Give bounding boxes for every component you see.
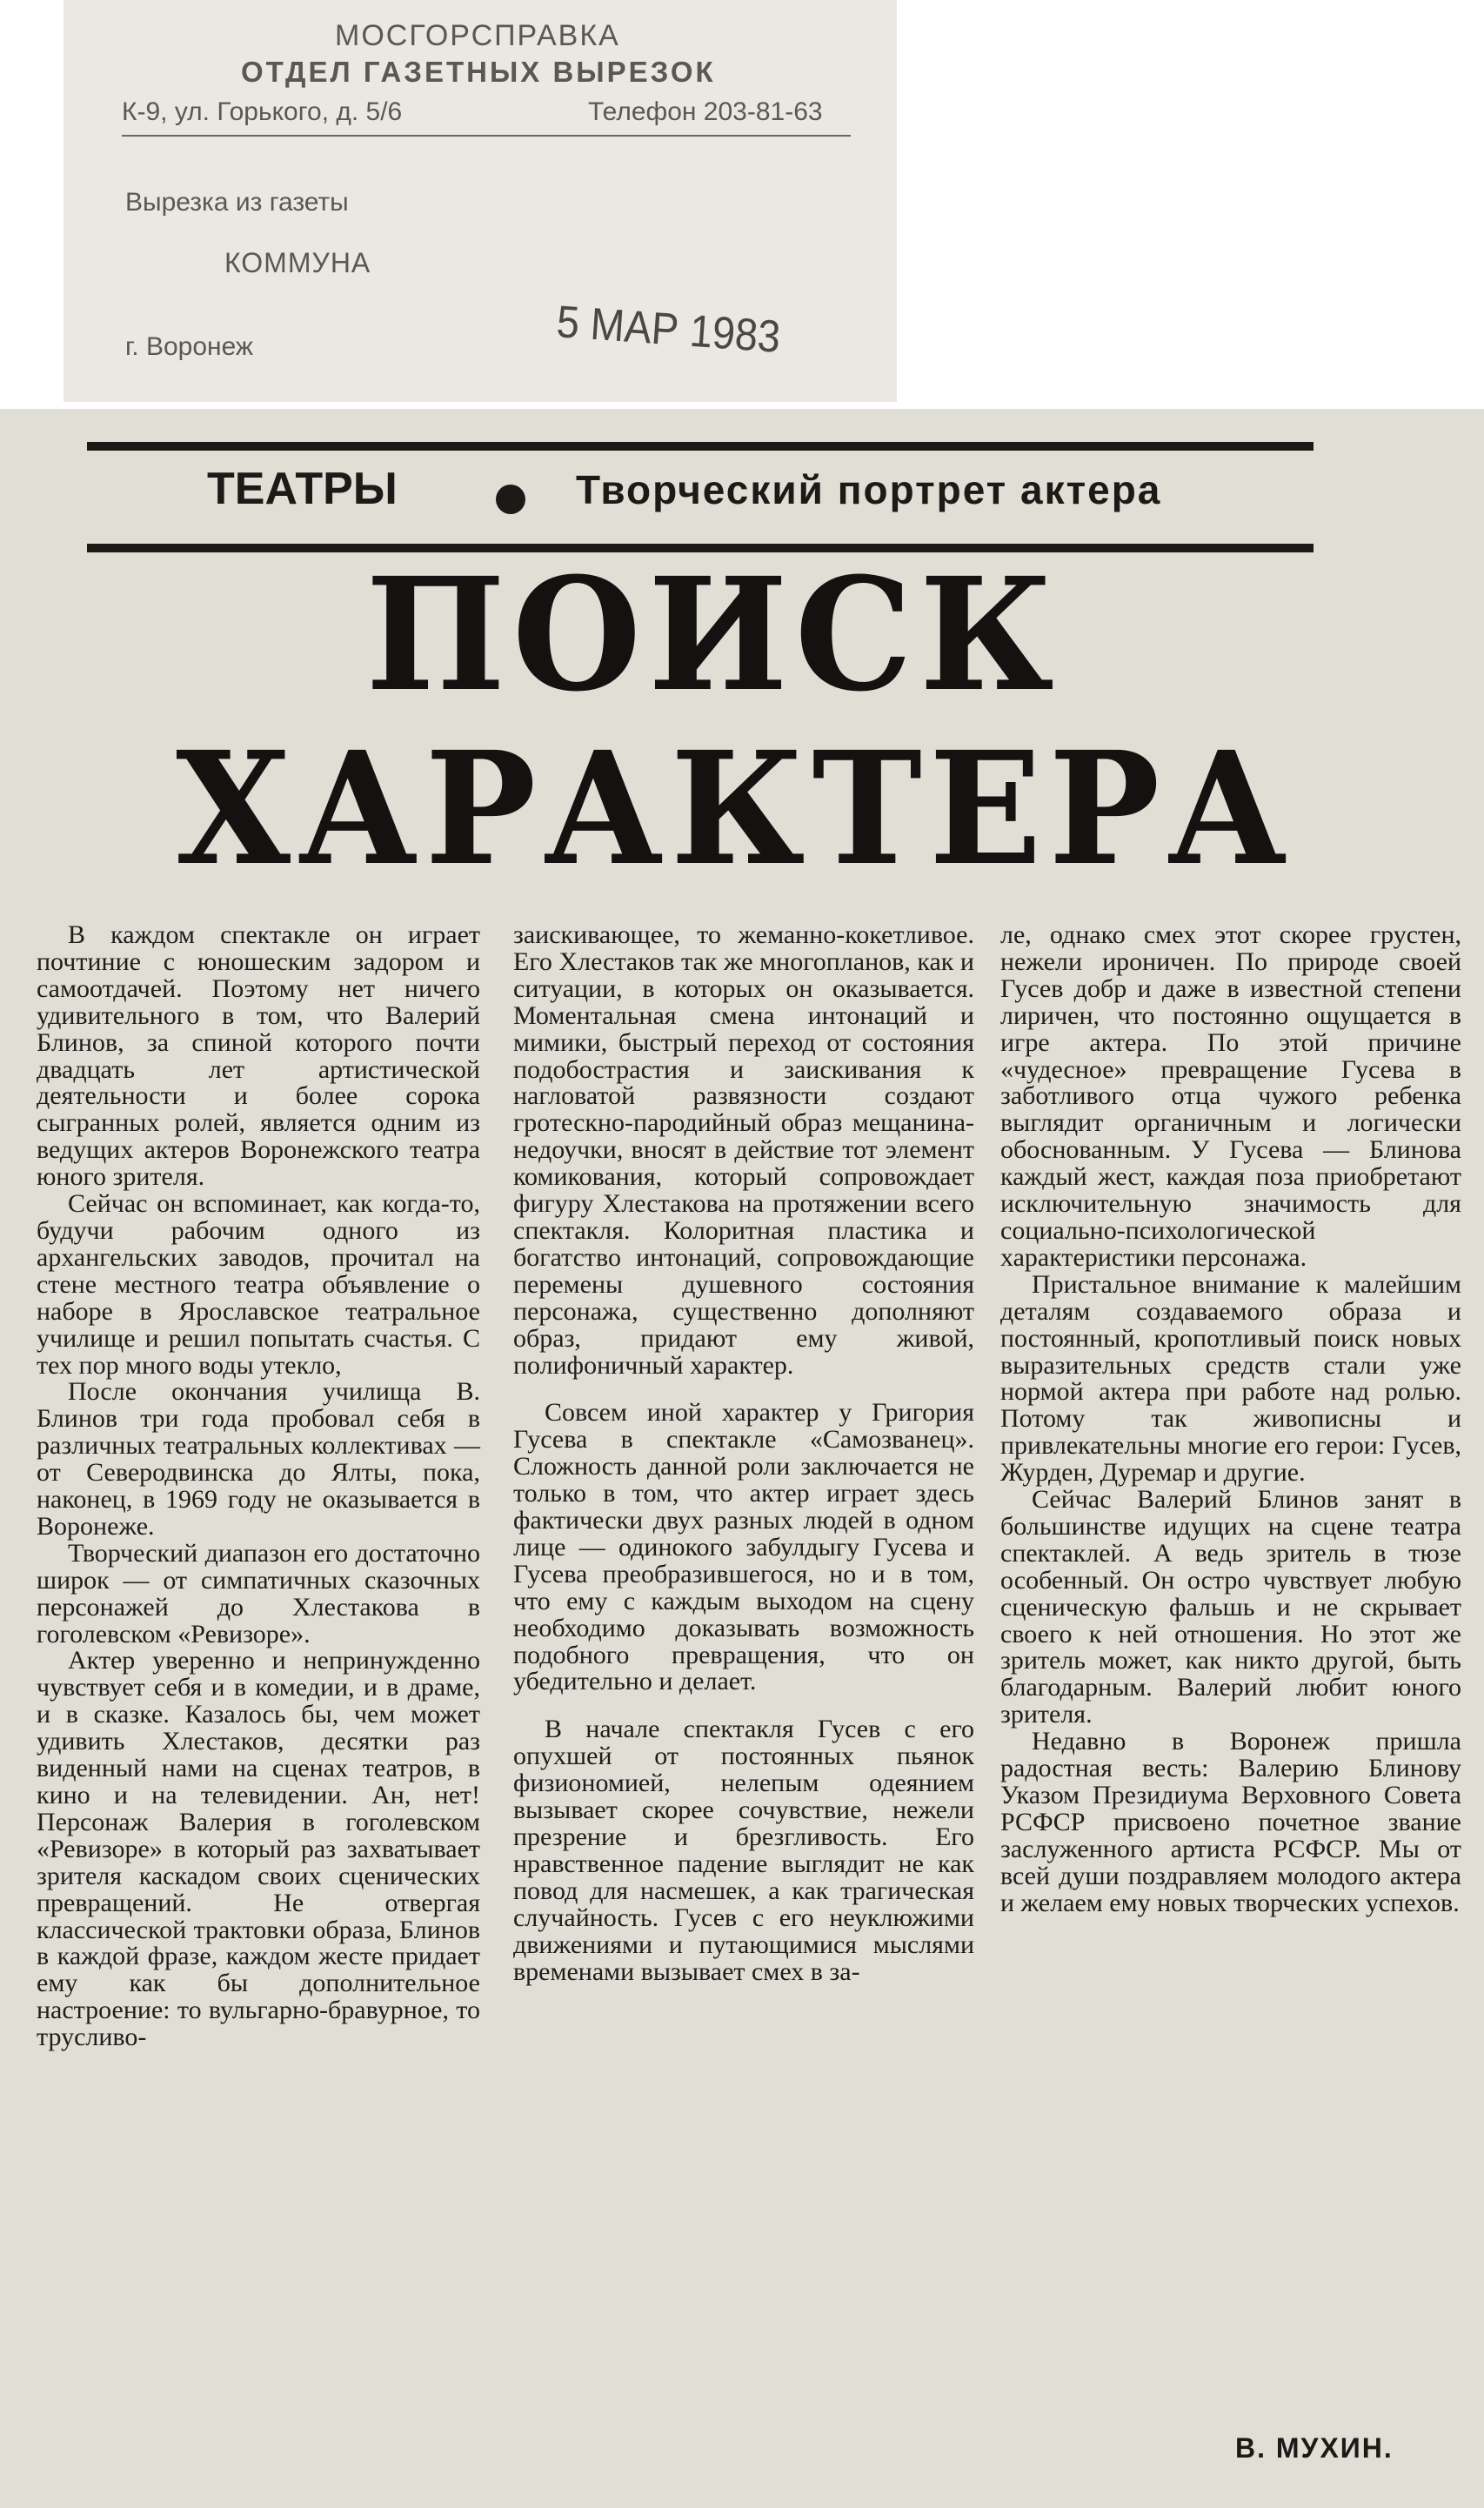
- paragraph: После окончания училища В. Блинов три года пробовал себя в различных театральных коллективах — от Северодвинска до Ялты, пока, наконец, в 1969 году не оказывается в Воронеже.: [37, 1377, 480, 1541]
- article-column-1: [37, 922, 480, 2051]
- paragraph: Сейчас он вспоминает, как когда-то, будучи рабочим одного из архангельских заводов, прочитал на стене местного театра объявление о наборе в Ярославское театральное училище и решил попытать счастья. С тех пор много воды утекло,: [37, 1189, 480, 1380]
- slip-org: МОСГОРСПРАВКА: [335, 19, 620, 52]
- author-byline: В. МУХИН.: [1235, 2432, 1394, 2464]
- paragraph: ле, однако смех этот скорее грустен, нежели ироничен. По природе своей Гусев добр и даже в известной степени лиричен, что постоянно ощущается в игре актера. По этой причине «чудесное» превращение Гусева в заботливого отца чужого ребенка выглядит органичным и логически обоснованным. У Гусева — Блинова каждый жест, каждая поза приобретают исключительную значимость для социально-психологической характеристики персонажа.: [1000, 920, 1461, 1272]
- rubric: ТЕАТРЫ: [207, 464, 398, 514]
- article-column-3: [1000, 922, 1461, 1917]
- paragraph: Пристальное внимание к малейшим деталям создаваемого образа и постоянный, кропотливый поиск новых выразительных средств стали уже нормой актера при работе над ролью. Потому так живописны и привлекательны многие его герои: Гусев, Журден, Дуремар и другие.: [1000, 1269, 1461, 1488]
- rubric-rule-top: [87, 442, 1314, 451]
- slip-dept: ОТДЕЛ ГАЗЕТНЫХ ВЫРЕЗОК: [241, 56, 716, 88]
- rubric-subtitle: Творческий портрет актера: [576, 467, 1162, 512]
- slip-clip-from: Вырезка из газеты: [125, 188, 349, 217]
- slip-address: К-9, ул. Горького, д. 5/6: [122, 97, 403, 126]
- paragraph: Творческий диапазон его достаточно широк — от симпатичных сказочных персонажей до Хлестакова в гоголевском «Ревизоре».: [37, 1538, 480, 1649]
- paragraph: заискивающее, то жеманно-кокетливое. Его Хлестаков так же многопланов, как и ситуации, в которых он оказывается. Моментальная смена интонаций и мимики, быстрый переход от состояния подобострастия и заискивания к нагловатой развязности создают гротескно-пародийный образ мещанина-недоучки, вносят в действие тот элемент комикования, который сопровождает фигуру Хлестакова на протяжении всего спектакля. Колоритная пластика и богатство интонаций, сопровождающие перемены душевного состояния персонажа, существенно дополняют образ, придают ему живой, полифоничный характер.: [513, 920, 974, 1380]
- slip-city: г. Воронеж: [125, 332, 253, 361]
- rubric-bullet: [496, 485, 525, 514]
- paragraph: Актер уверенно и непринужденно чувствует себя и в комедии, и в драме, и в сказке. Казалось бы, чем может удивить Хлестаков, десятки раз виденный нами на сценах театров, в кино и на телевидении. Ан, нет! Персонаж Валерия в гоголевском «Ревизоре» в который раз захватывает зрителя каскадом своих сценических превращений. Не отвергая классической трактовки образа, Блинов в каждой фразе, каждом жесте придает ему как бы дополнительное настроение: то вульгарно-бравурное, то трусливо-: [37, 1646, 480, 2052]
- date-stamp: 5 МАР 1983: [554, 297, 782, 363]
- paragraph: В начале спектакля Гусев с его опухшей от постоянных пьянок физиономией, нелепым одеянием вызывает скорее сочувствие, нежели презрение и брезгливость. Его нравственное падение выглядит не как повод для насмешек, а как трагическая случайность. Гусев с его неуклюжими движениями и путающимися мыслями временами вызывает смех в за-: [513, 1715, 974, 1986]
- paragraph: В каждом спектакле он играет почтиние с юношеским задором и самоотдачей. Поэтому нет ничего удивительного в том, что Валерий Блинов, за спиной которого почти двадцать лет артистической деятельности и более сорока сыгранных ролей, является одним из ведущих актеров Воронежского театра юного зрителя.: [37, 920, 480, 1192]
- article-column-2: [513, 922, 974, 1985]
- paragraph: Недавно в Воронеж пришла радостная весть: Валерию Блинову Указом Президиума Верховного Совета РСФСР присвоено почетное звание заслуженного артиста РСФСР. Мы от всей души поздравляем молодого актера и желаем ему новых творческих успехов.: [1000, 1727, 1461, 1917]
- headline-line-2: ХАРАКТЕРА: [176, 718, 1294, 900]
- headline-line-1: ПОИСК: [365, 544, 1061, 726]
- paragraph: Совсем иной характер у Григория Гусева в спектакле «Самозванец». Сложность данной роли заключается не только в том, что актер играет здесь фактически двух разных людей в одном лице — одинокого забулдыгу Гусева и Гусева преобразившегося, но и в том, что ему с каждым выходом на сцену необходимо доказывать возможность подобного превращения, что он убедительно и делает.: [513, 1398, 974, 1696]
- slip-phone: Телефон 203-81-63: [588, 97, 823, 126]
- slip-underline: [122, 135, 851, 137]
- paragraph: Сейчас Валерий Блинов занят в большинстве идущих на сцене театра спектаклей. А ведь зритель в тюзе особенный. Он остро чувствует любую сценическую фальшь и не скрывает своего к ней отношения. Но этот же зритель может, как никто другой, быть благодарным. Валерий любит юного зрителя.: [1000, 1485, 1461, 1729]
- slip-newspaper: КОММУНА: [224, 247, 371, 278]
